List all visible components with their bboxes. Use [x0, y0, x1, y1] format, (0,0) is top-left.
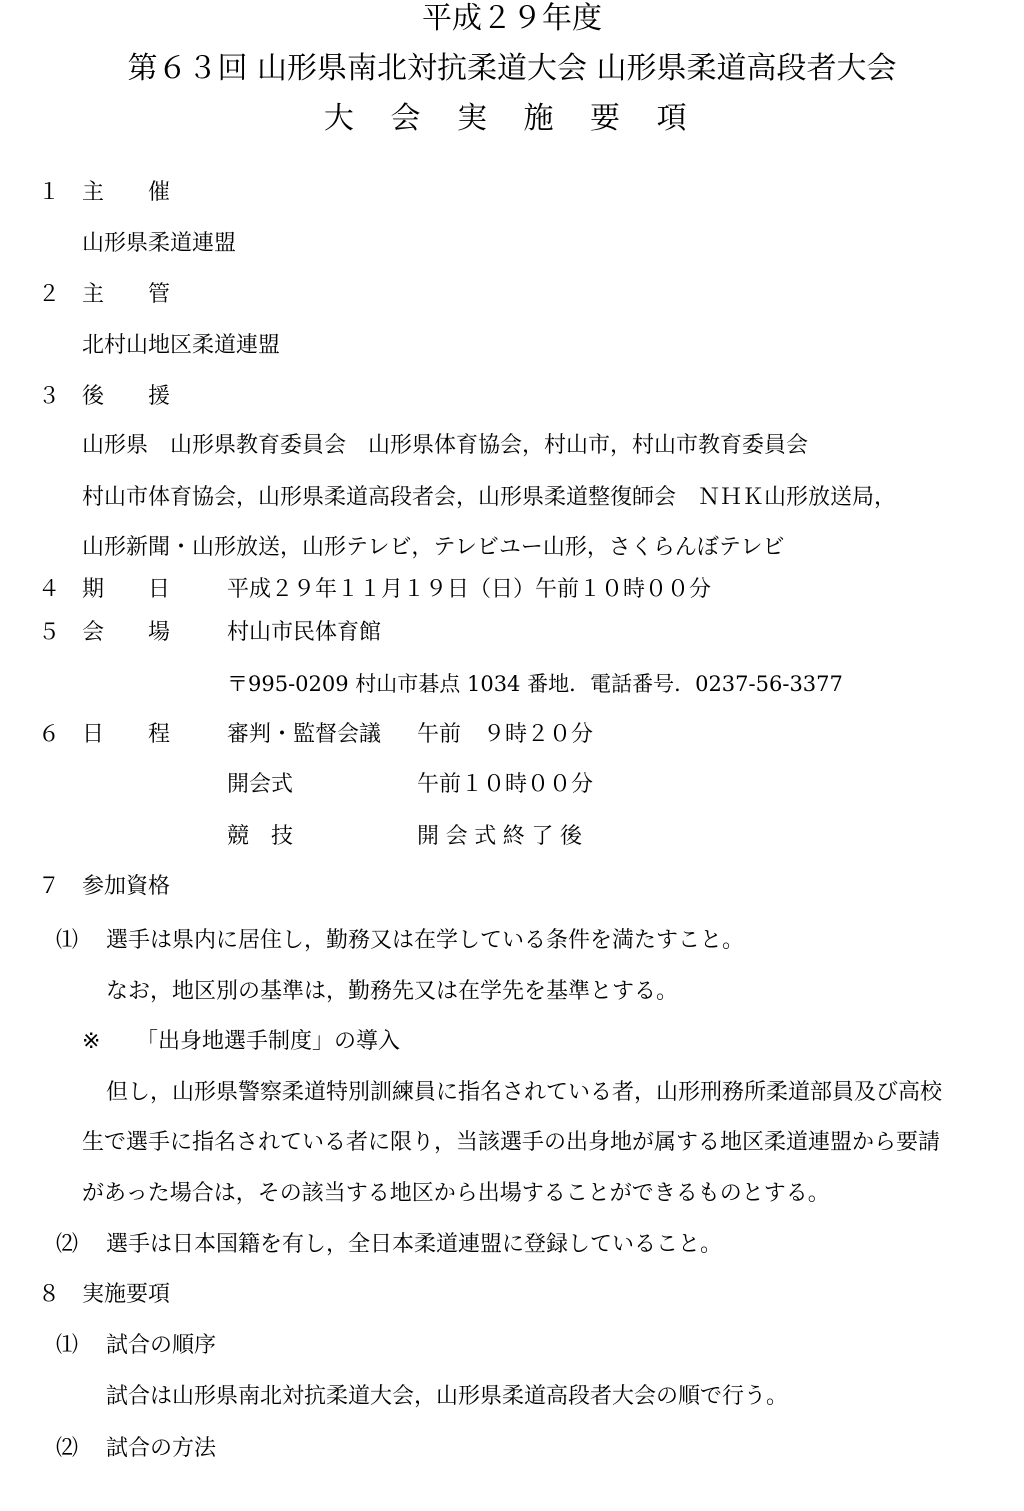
schedule-item: 開会式	[227, 772, 294, 797]
section-1-body: 山形県柔道連盟	[82, 231, 237, 256]
section-3-number: ３	[38, 384, 61, 409]
year-heading: 平成２９年度	[422, 1, 602, 36]
eligibility-residence: 選手は県内に居住し，勤務又は在学している条件を満たすこと。	[106, 928, 745, 953]
schedule-time: 開会式終了後	[417, 824, 589, 849]
match-order-body: 試合は山形県南北対抗柔道大会，山形県柔道高段者大会の順で行う。	[106, 1384, 789, 1409]
section-8-label: 実施要項	[82, 1282, 171, 1307]
section-3-label: 後 援	[82, 384, 171, 409]
match-method-title: 試合の方法	[106, 1436, 217, 1461]
section-3-line: 山形新聞・山形放送，山形テレビ，テレビユー山形，さくらんぼテレビ	[82, 535, 785, 560]
section-2-label: 主 管	[82, 282, 171, 307]
note-line: 但し，山形県警察柔道特別訓練員に指名されている者，山形刑務所柔道部員及び高校	[106, 1080, 943, 1105]
paragraph-mark: ⑴	[56, 1333, 79, 1358]
match-order-title: 試合の順序	[106, 1333, 217, 1358]
section-8-number: ８	[38, 1282, 61, 1307]
section-5-label: 会 場	[82, 620, 171, 645]
schedule-time: 午前 ９時２０分	[417, 722, 594, 747]
section-6-label: 日 程	[82, 722, 171, 747]
section-5-number: ５	[38, 620, 61, 645]
section-3-line: 村山市体育協会，山形県柔道高段者会，山形県柔道整復師会 ＮＨＫ山形放送局，	[82, 485, 897, 510]
section-4-label: 期 日	[82, 577, 171, 602]
schedule-time: 午前１０時００分	[417, 772, 594, 797]
section-1-label: 主 催	[82, 180, 171, 205]
section-2-number: ２	[38, 282, 61, 307]
schedule-item: 競 技	[227, 824, 294, 849]
document-title: 大 会 実 施 要 項	[323, 101, 701, 136]
venue-address: 〒995-0209 村山市碁点 1034 番地．電話番号．0237-56-3377	[227, 672, 843, 696]
note-line: があった場合は，その該当する地区から出場することができるものとする。	[82, 1181, 830, 1206]
section-2-body: 北村山地区柔道連盟	[82, 333, 281, 358]
section-3-line: 山形県 山形県教育委員会 山形県体育協会，村山市，村山市教育委員会	[82, 433, 809, 458]
paragraph-mark: ⑴	[56, 928, 79, 953]
paragraph-mark: ⑵	[56, 1436, 79, 1461]
eligibility-nationality: 選手は日本国籍を有し，全日本柔道連盟に登録していること。	[106, 1232, 723, 1257]
section-1-number: １	[38, 180, 61, 205]
note-title: 「出身地選手制度」の導入	[136, 1029, 401, 1054]
note-line: 生で選手に指名されている者に限り，当該選手の出身地が属する地区柔道連盟から要請	[82, 1130, 941, 1155]
schedule-item: 審判・監督会議	[227, 722, 382, 747]
paragraph-mark: ⑵	[56, 1232, 79, 1257]
venue-name: 村山市民体育館	[227, 620, 382, 645]
note-mark: ※	[82, 1029, 101, 1054]
eligibility-region-basis: なお，地区別の基準は，勤務先又は在学先を基準とする。	[106, 979, 679, 1004]
section-4-body: 平成２９年１１月１９日（日）午前１０時００分	[227, 577, 712, 602]
section-4-number: ４	[38, 577, 61, 602]
section-7-number: ７	[38, 874, 61, 899]
section-6-number: ６	[38, 722, 61, 747]
event-title: 第６３回 山形県南北対抗柔道大会 山形県柔道高段者大会	[127, 51, 897, 86]
section-7-label: 参加資格	[82, 874, 171, 899]
